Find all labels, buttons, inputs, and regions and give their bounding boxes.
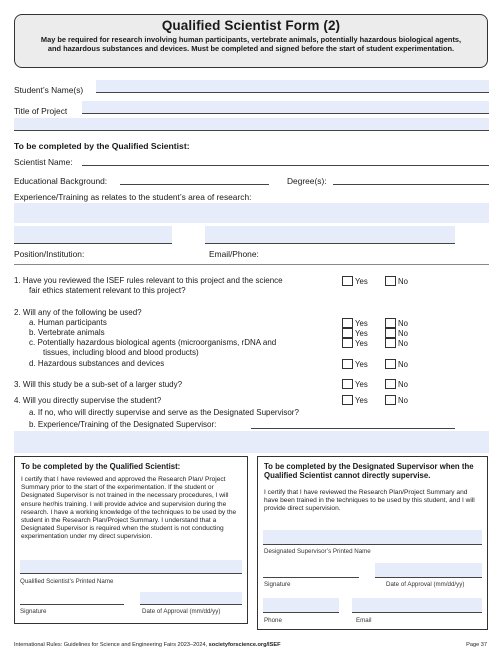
position-label: Position/Institution: <box>14 249 85 259</box>
q1-no-checkbox[interactable] <box>385 276 396 286</box>
q2d-no-checkbox[interactable] <box>385 359 396 369</box>
form-header <box>14 14 488 68</box>
q1-yes-checkbox[interactable] <box>342 276 353 286</box>
q3-yes-label: Yes <box>355 380 368 389</box>
q4b-field[interactable] <box>14 431 489 453</box>
ds-phone-line <box>263 598 339 613</box>
ds-box-certification: I certify that I have reviewed the Research Plan/Project Summary and have been trained in the techniques to be used by this student, and I will provide direct supervision. <box>264 489 475 513</box>
q2a-yes-label: Yes <box>355 319 368 328</box>
ds-email-line <box>352 598 482 613</box>
q4b-line <box>251 419 455 429</box>
qs-signature-label: Signature <box>20 608 47 615</box>
email-phone-label: Email/Phone: <box>209 249 259 259</box>
q2d-no-label: No <box>398 360 408 369</box>
experience-field[interactable] <box>14 203 489 223</box>
degrees-field[interactable] <box>333 174 489 185</box>
q1-text-2: fair ethics statement relevant to this project? <box>29 286 186 295</box>
q2b-no-checkbox[interactable] <box>385 328 396 338</box>
education-label: Educational Background: <box>14 176 108 186</box>
q2c-no-checkbox[interactable] <box>385 338 396 348</box>
q4-text: 4. Will you directly supervise the student? <box>14 396 162 405</box>
ds-printed-name-line <box>263 530 482 545</box>
q2a-yes-checkbox[interactable] <box>342 318 353 328</box>
q2b-no-label: No <box>398 329 408 338</box>
qs-printed-name-line <box>20 560 242 574</box>
ds-date-line <box>375 563 482 578</box>
ds-email-label: Email <box>356 617 372 624</box>
footer-prefix: International Rules: Guidelines for Science and Engineering Fairs 2023–2024, <box>14 642 209 648</box>
degrees-label: Degree(s): <box>287 176 327 186</box>
footer-link[interactable]: societyforscience.org/ISEF <box>208 642 281 648</box>
q4-yes-checkbox[interactable] <box>342 395 353 405</box>
q2-text: 2. Will any of the following be used? <box>14 308 142 317</box>
divider <box>14 264 489 265</box>
ds-date-label: Date of Approval (mm/dd/yy) <box>386 581 465 588</box>
q2a-no-checkbox[interactable] <box>385 318 396 328</box>
q4-no-checkbox[interactable] <box>385 395 396 405</box>
q2a-text: a. Human participants <box>29 318 107 327</box>
q2c-text: c. Potentially hazardous biological agents (microorganisms, rDNA and <box>29 338 277 347</box>
q1-yes-label: Yes <box>355 277 368 286</box>
q2d-yes-checkbox[interactable] <box>342 359 353 369</box>
qs-box-title: To be completed by the Qualified Scientist: <box>21 462 181 471</box>
q2c-yes-checkbox[interactable] <box>342 338 353 348</box>
ds-signature-label: Signature <box>264 581 291 588</box>
q2d-text: d. Hazardous substances and devices <box>29 359 165 368</box>
footer-text <box>14 642 280 648</box>
student-names-label: Student’s Name(s) <box>14 85 84 95</box>
qs-printed-name-label: Qualified Scientist’s Printed Name <box>20 578 114 585</box>
q4a-text: a. If no, who will directly supervise and serve as the Designated Supervisor? <box>29 408 299 417</box>
qs-section-title: To be completed by the Qualified Scientist: <box>14 141 190 151</box>
ds-box-title: To be completed by the Designated Supervisor when the Qualified Scientist cannot directly supervise. <box>264 462 474 480</box>
page-number: Page 37 <box>466 642 487 648</box>
q3-no-checkbox[interactable] <box>385 379 396 389</box>
q2b-yes-label: Yes <box>355 329 368 338</box>
q4-no-label: No <box>398 396 408 405</box>
form-title: Qualified Scientist Form (2) <box>161 18 341 33</box>
q2c-text-2: tissues, including blood and blood products) <box>43 348 199 357</box>
q1-text: 1. Have you reviewed the ISEF rules relevant to this project and the science <box>14 276 283 285</box>
ds-phone-label: Phone <box>264 617 282 624</box>
experience-label: Experience/Training as relates to the student’s area of research: <box>14 192 252 202</box>
scientist-name-label: Scientist Name: <box>14 157 73 167</box>
qs-date-line <box>140 592 242 605</box>
q4b-text: b. Experience/Training of the Designated Supervisor: <box>29 420 217 429</box>
q2b-text: b. Vertebrate animals <box>29 328 105 337</box>
form-subtitle: May be required for research involving human participants, vertebrate animals, potentially hazardous biological agents, and hazardous substances and devices. Must be completed and signed before the start of student experimentation. <box>40 35 462 53</box>
student-names-line <box>96 80 489 93</box>
ds-signature-field[interactable] <box>263 566 359 578</box>
q3-yes-checkbox[interactable] <box>342 379 353 389</box>
project-title-line <box>82 101 489 114</box>
q3-text: 3. Will this study be a sub-set of a larger study? <box>14 380 183 389</box>
email-phone-line <box>205 226 455 244</box>
q2b-yes-checkbox[interactable] <box>342 328 353 338</box>
q3-no-label: No <box>398 380 408 389</box>
ds-printed-name-label: Designated Supervisor’s Printed Name <box>264 548 371 555</box>
q2a-no-label: No <box>398 319 408 328</box>
q2d-yes-label: Yes <box>355 360 368 369</box>
education-field[interactable] <box>120 174 269 185</box>
q4-yes-label: Yes <box>355 396 368 405</box>
q1-no-label: No <box>398 277 408 286</box>
position-line <box>14 226 172 244</box>
q2c-no-label: No <box>398 339 408 348</box>
qs-box-certification: I certify that I have reviewed and approved the Research Plan/ Project Summary prior to the start of the experimentation. If the student or Designated Supervisor is not trained in the necessary procedures, I will ensure her/his training. I will provide advice and supervision during the research. I have a working knowledge of the techniques to be used by the student in the Research Plan/Project Summary. I understand that a Designated Supervisor is required when the student is not conducting experimentation under my direct supervision. <box>21 476 237 541</box>
project-title-label: Title of Project <box>14 106 68 116</box>
project-title-line-2 <box>14 118 489 131</box>
qs-signature-field[interactable] <box>20 594 124 605</box>
scientist-name-field[interactable] <box>82 155 489 166</box>
q2c-yes-label: Yes <box>355 339 368 348</box>
qs-date-label: Date of Approval (mm/dd/yy) <box>142 608 221 615</box>
